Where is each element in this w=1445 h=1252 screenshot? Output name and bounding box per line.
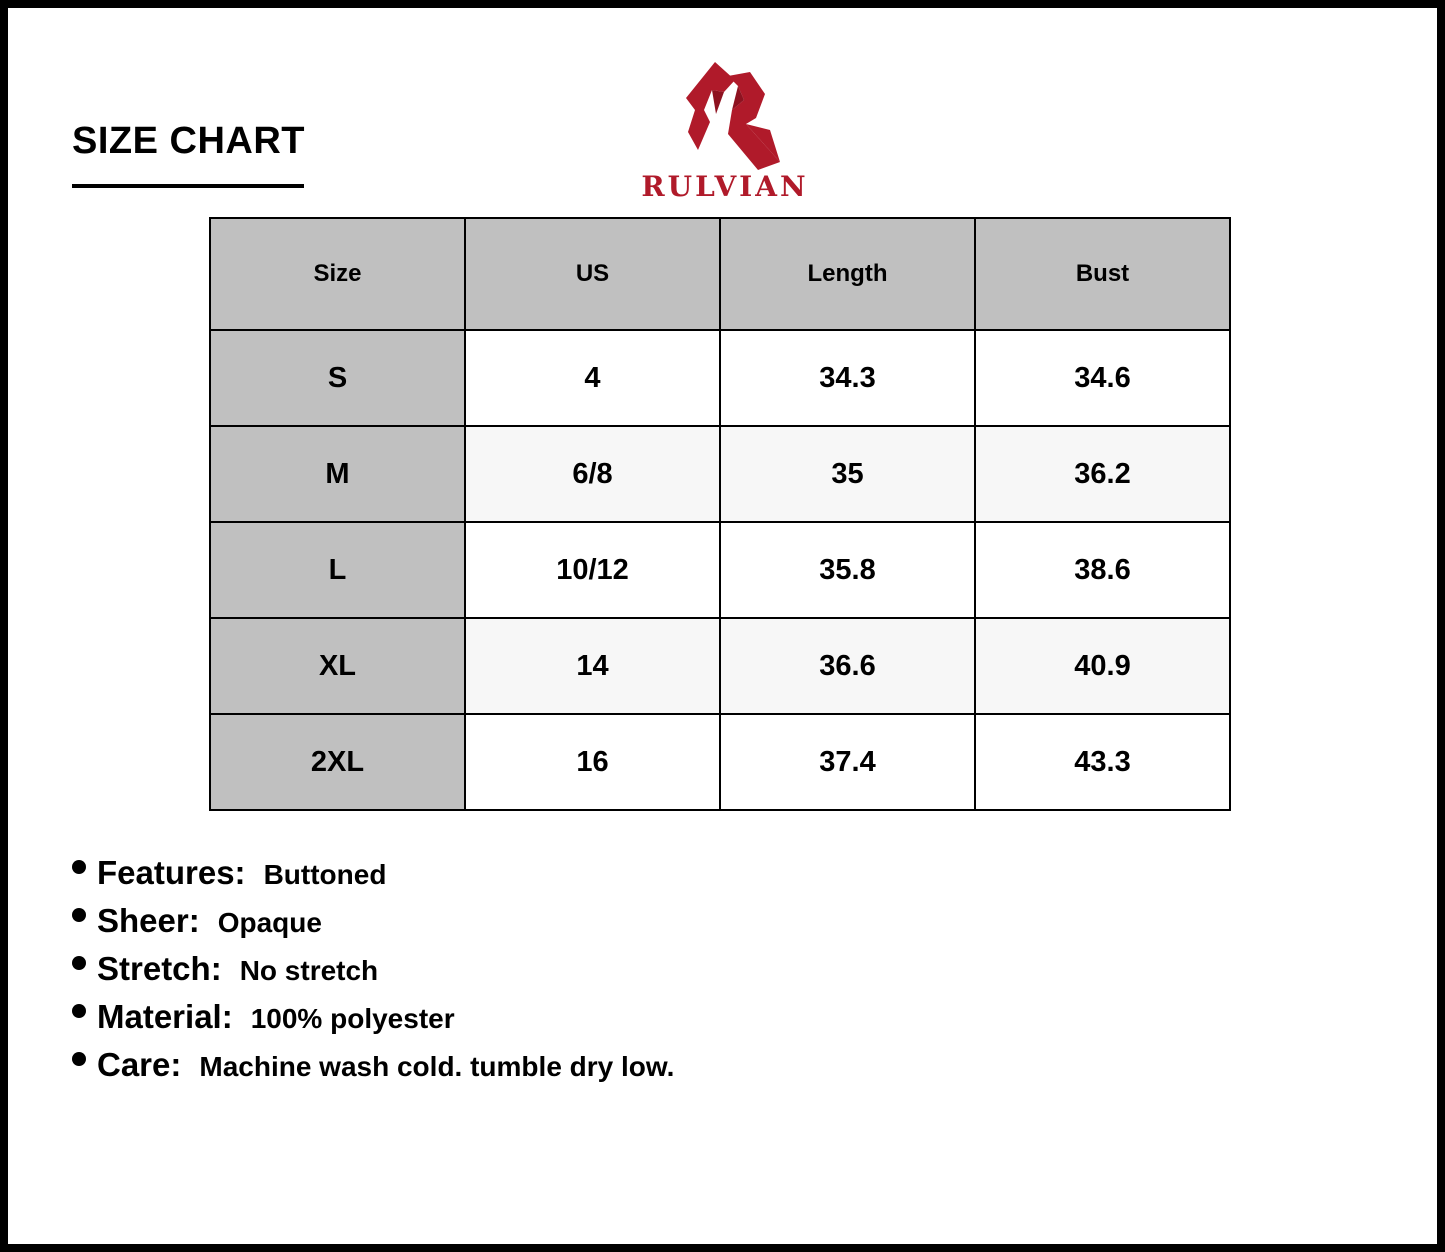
feature-value: Machine wash cold. tumble dry low. bbox=[199, 1051, 675, 1082]
cell-us: 14 bbox=[465, 618, 720, 714]
cell-length: 37.4 bbox=[720, 714, 975, 810]
feature-label: Care: bbox=[97, 1046, 182, 1083]
header-bust: Bust bbox=[975, 218, 1230, 330]
table-row bbox=[210, 714, 1230, 810]
cell-bust: 34.6 bbox=[975, 330, 1230, 426]
cell-us: 16 bbox=[465, 714, 720, 810]
bullet-icon bbox=[72, 1052, 86, 1066]
cell-bust: 43.3 bbox=[975, 714, 1230, 810]
feature-value: 100% polyester bbox=[250, 1003, 455, 1034]
feature-item bbox=[72, 902, 674, 950]
cell-bust: 40.9 bbox=[975, 618, 1230, 714]
header-us: US bbox=[465, 218, 720, 330]
cell-size: S bbox=[210, 330, 465, 426]
feature-label: Stretch: bbox=[97, 950, 222, 987]
bullet-icon bbox=[72, 860, 86, 874]
feature-item bbox=[72, 854, 674, 902]
cell-us: 10/12 bbox=[465, 522, 720, 618]
table-row bbox=[210, 522, 1230, 618]
feature-value: Opaque bbox=[217, 907, 322, 938]
cell-size: L bbox=[210, 522, 465, 618]
table-row bbox=[210, 330, 1230, 426]
cell-bust: 38.6 bbox=[975, 522, 1230, 618]
feature-item bbox=[72, 998, 674, 1046]
cell-us: 4 bbox=[465, 330, 720, 426]
brand-r-icon bbox=[620, 50, 830, 170]
cell-us: 6/8 bbox=[465, 426, 720, 522]
header-size: Size bbox=[210, 218, 465, 330]
size-table bbox=[209, 217, 1231, 811]
feature-label: Features: bbox=[97, 854, 246, 891]
feature-label: Sheer: bbox=[97, 902, 200, 939]
cell-size: XL bbox=[210, 618, 465, 714]
cell-bust: 36.2 bbox=[975, 426, 1230, 522]
cell-size: 2XL bbox=[210, 714, 465, 810]
feature-label: Material: bbox=[97, 998, 233, 1035]
table-header-row bbox=[210, 218, 1230, 330]
brand-name: RULVIAN bbox=[641, 170, 809, 203]
table-row bbox=[210, 618, 1230, 714]
brand-logo bbox=[620, 50, 830, 210]
title-underline bbox=[72, 184, 304, 188]
feature-list bbox=[72, 854, 674, 1094]
feature-item bbox=[72, 1046, 674, 1094]
bullet-icon bbox=[72, 956, 86, 970]
page-title: SIZE CHART bbox=[72, 120, 305, 162]
cell-length: 35 bbox=[720, 426, 975, 522]
table-row bbox=[210, 426, 1230, 522]
feature-item bbox=[72, 950, 674, 998]
bullet-icon bbox=[72, 1004, 86, 1018]
cell-length: 36.6 bbox=[720, 618, 975, 714]
feature-value: No stretch bbox=[239, 955, 379, 986]
feature-value: Buttoned bbox=[263, 859, 387, 890]
cell-length: 34.3 bbox=[720, 330, 975, 426]
cell-size: M bbox=[210, 426, 465, 522]
header-length: Length bbox=[720, 218, 975, 330]
bullet-icon bbox=[72, 908, 86, 922]
cell-length: 35.8 bbox=[720, 522, 975, 618]
